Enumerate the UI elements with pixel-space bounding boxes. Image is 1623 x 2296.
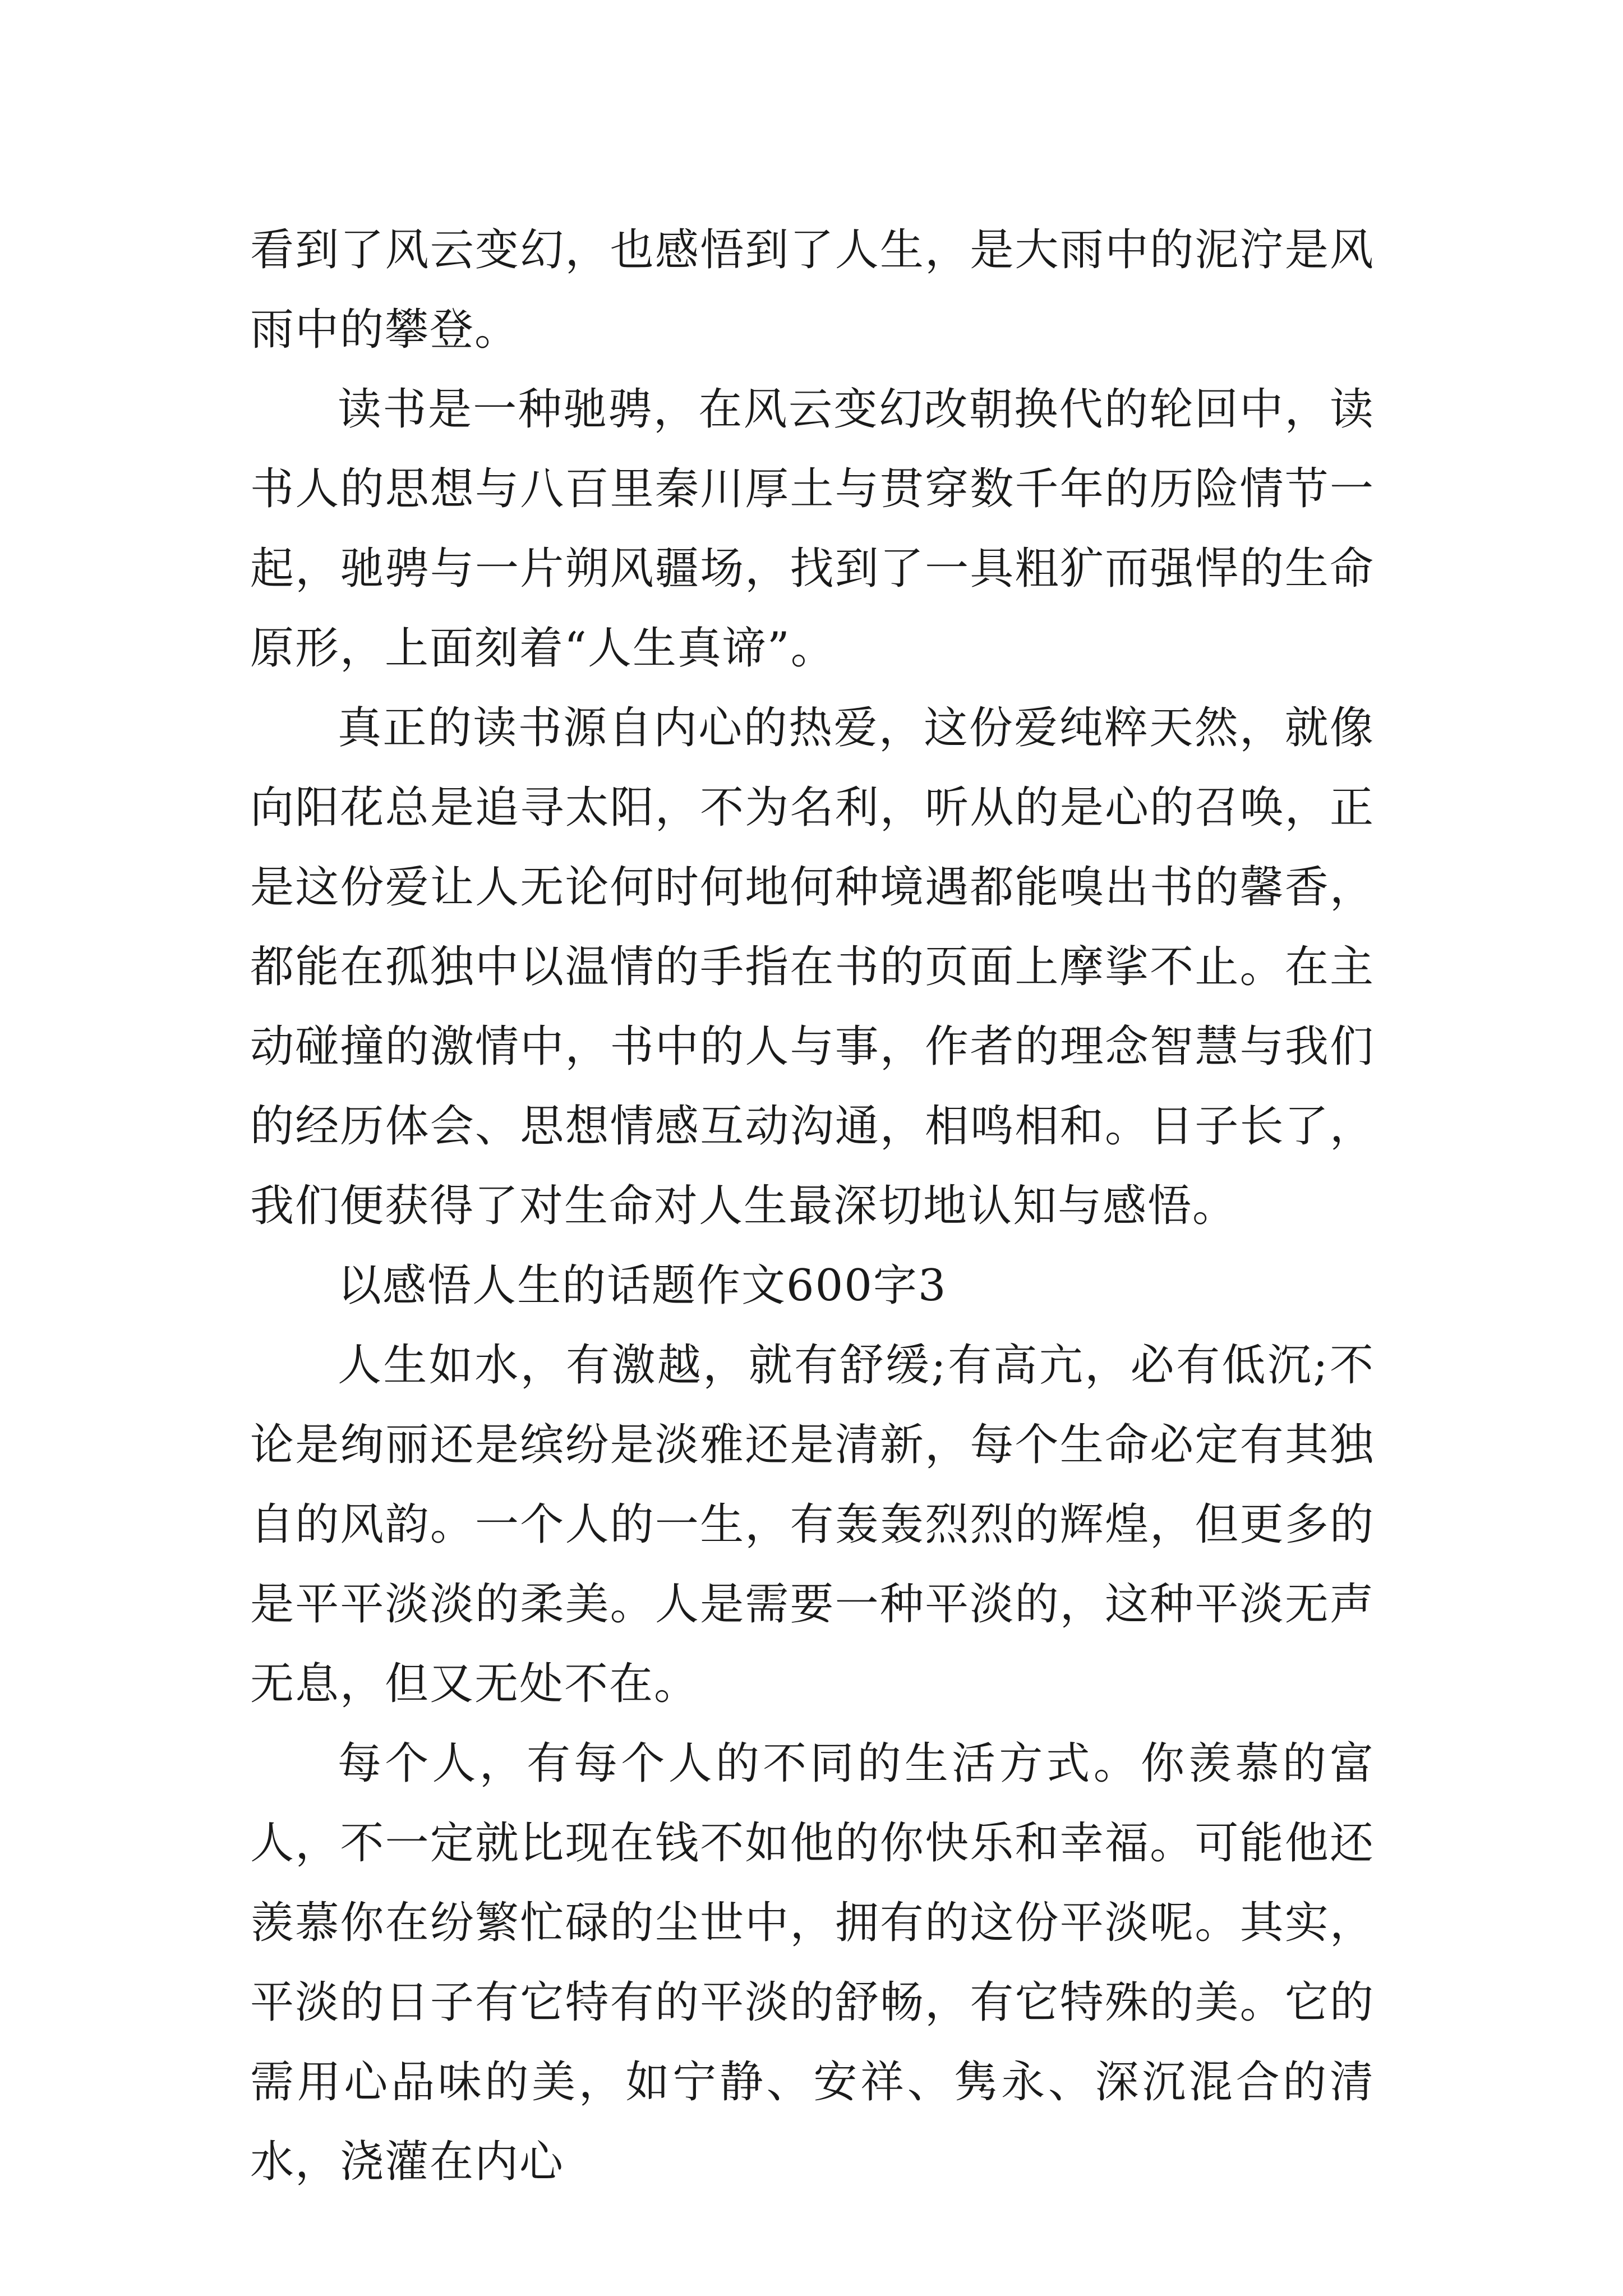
paragraph-reading-gallop: 读书是一种驰骋，在风云变幻改朝换代的轮回中，读书人的思想与八百里秦川厚土与贯穿数千年的历险情节一起，驰骋与一片朔风疆场，找到了一具粗犷而强悍的生命原形，上面刻着“人生真谛”。 bbox=[250, 384, 1375, 674]
section-heading: 以感悟人生的话题作文600字3 bbox=[338, 1260, 947, 1311]
paragraph-continuation: 看到了风云变幻，也感悟到了人生，是大雨中的泥泞是风雨中的攀登。 bbox=[250, 225, 1375, 355]
paragraph-lifestyle: 每个人，有每个人的不同的生活方式。你羡慕的富人，不一定就比现在钱不如他的你快乐和幸福。可能他还羡慕你在纷繁忙碌的尘世中，拥有的这份平淡呢。其实，平淡的日子有它特有的平淡的舒畅，有它特殊的美。它的需用心品味的美，如宁静、安祥、隽永、深沉混合的清水，浇灌在内心 bbox=[250, 1738, 1375, 2187]
paragraph-true-reading: 真正的读书源自内心的热爱，这份爱纯粹天然，就像向阳花总是追寻太阳，不为名利，听从的是心的召唤，正是这份爱让人无论何时何地何种境遇都能嗅出书的馨香，都能在孤独中以温情的手指在书的页面上摩挲不止。在主动碰撞的激情中，书中的人与事，作者的理念智慧与我们的经历体会、思想情感互动沟通，相鸣相和。日子长了，我们便获得了对生命对人生最深切地认知与感悟。 bbox=[250, 703, 1375, 1231]
paragraph-life-like-water: 人生如水，有激越，就有舒缓;有高亢，必有低沉;不论是绚丽还是缤纷是淡雅还是清新，每个生命必定有其独自的风韵。一个人的一生，有轰轰烈烈的辉煌，但更多的是平平淡淡的柔美。人是需要一种平淡的，这种平淡无声无息，但又无处不在。 bbox=[250, 1340, 1375, 1709]
document-body bbox=[250, 210, 1375, 2202]
